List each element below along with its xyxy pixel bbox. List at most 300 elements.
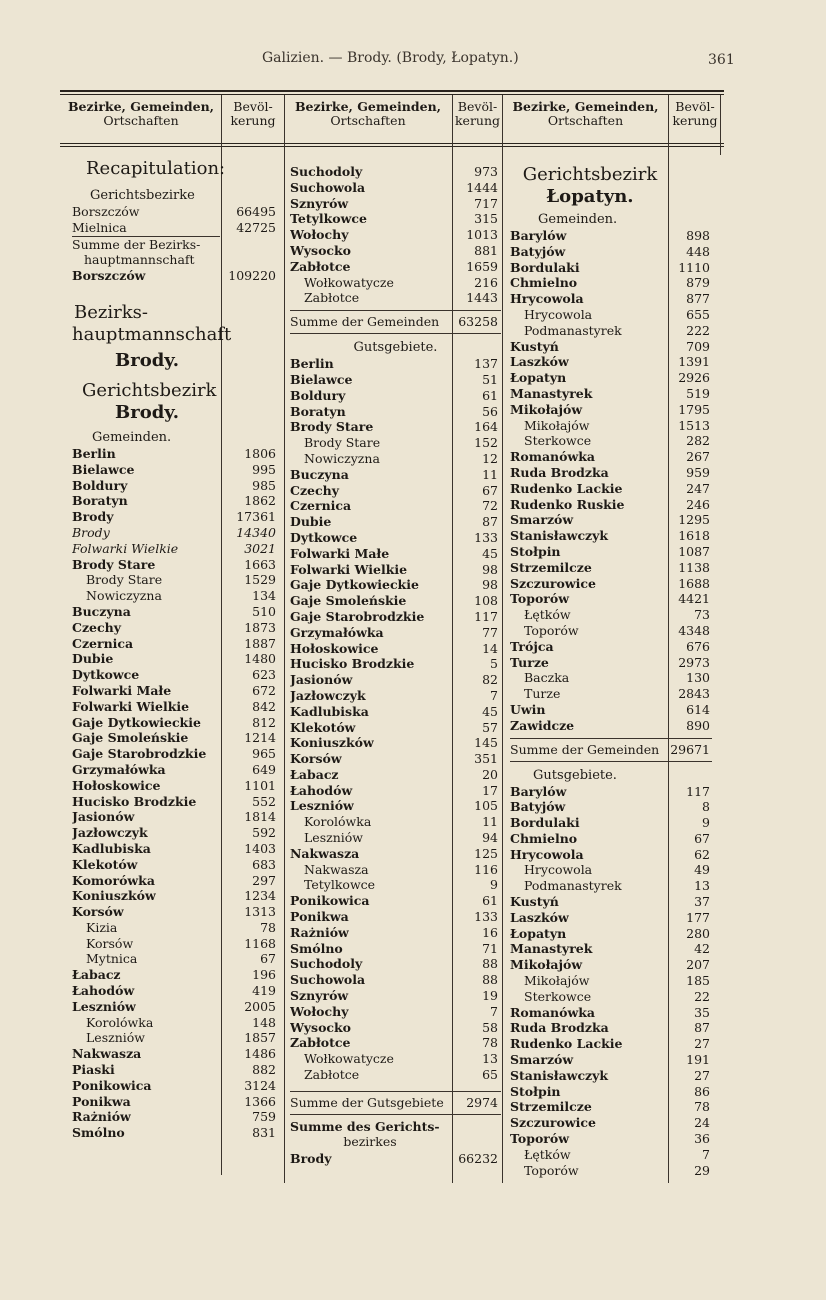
place-name: Smarzów [510, 512, 574, 528]
place-name: Jazłowczyk [72, 825, 148, 841]
place-name: Łopatyn [510, 925, 567, 941]
population-value: 86 [694, 1083, 710, 1099]
table-row [510, 433, 712, 449]
population-value: 879 [686, 275, 710, 291]
place-name: Wołkowatycze [304, 1051, 394, 1067]
column-header-name: Bezirke, Gemeinden, Ortschaften [294, 99, 442, 128]
population-value: 1138 [678, 559, 710, 575]
place-name: Zabłotce [304, 290, 360, 306]
population-value: 510 [252, 603, 276, 619]
population-value: 1480 [244, 651, 276, 667]
place-name: Ponikowica [290, 893, 370, 909]
population-value: 105 [474, 798, 498, 814]
population-value: 108 [474, 593, 498, 609]
population-value: 148 [252, 1014, 276, 1030]
table-row [290, 846, 501, 862]
population-value: 717 [474, 195, 498, 211]
table-row [510, 275, 712, 291]
population-value: 78 [482, 1035, 498, 1051]
population-value: 649 [252, 761, 276, 777]
place-name: Korsów [72, 904, 124, 920]
place-name: Tetylkowce [290, 211, 367, 227]
table-row [290, 356, 501, 372]
place-name: Czernica [290, 498, 352, 514]
population-value: 1806 [244, 445, 276, 461]
table-row [290, 196, 501, 212]
place-name: Stanisławczyk [510, 1067, 609, 1083]
table-row [290, 259, 501, 275]
population-value: 3021 [244, 540, 276, 556]
table-row [290, 877, 501, 893]
table-row [290, 419, 501, 435]
place-name: Mielnica [72, 219, 127, 235]
place-name: Jasionów [290, 672, 353, 688]
population-value: 185 [686, 973, 710, 989]
table-row [72, 873, 280, 889]
place-name: Wołochy [290, 227, 349, 243]
place-name: Kadlubiska [72, 840, 151, 856]
population-value: 67 [260, 951, 276, 967]
table-row [510, 291, 712, 307]
table-row [72, 841, 280, 857]
population-value: 145 [474, 735, 498, 751]
table-row [510, 702, 712, 718]
place-name: Brody [72, 524, 110, 540]
table-row [510, 576, 712, 592]
population-value: 137 [474, 356, 498, 372]
table-row [72, 220, 280, 236]
table-row [510, 244, 712, 260]
place-name: Klekotów [290, 719, 356, 735]
table-row [72, 462, 280, 478]
table-row [510, 1099, 712, 1115]
table-row [510, 1084, 712, 1100]
place-name: Leszniów [290, 798, 354, 814]
table-row [72, 951, 280, 967]
gemeinden-rows [510, 228, 712, 734]
place-name: Piaski [72, 1062, 115, 1078]
table-row [72, 857, 280, 873]
population-value: 831 [252, 1125, 276, 1141]
population-value: 623 [252, 667, 276, 683]
population-value: 27 [694, 1067, 710, 1083]
header-bottom-rule-2 [60, 146, 724, 147]
place-name: Ponikowica [72, 1077, 152, 1093]
gutsgebiete-rows [510, 784, 712, 1179]
population-value: 51 [482, 371, 498, 387]
population-value: 117 [474, 608, 498, 624]
population-value: 1101 [244, 777, 276, 793]
table-row [290, 609, 501, 625]
subheading: Gemeinden. [538, 212, 618, 227]
place-name: Brody Stare [290, 419, 374, 435]
table-row [290, 227, 501, 243]
table-row [510, 639, 712, 655]
population-value: 56 [482, 403, 498, 419]
place-name: Wysocko [290, 242, 352, 258]
table-row [290, 767, 501, 783]
place-name: Sznyrów [290, 988, 349, 1004]
population-value: 94 [482, 830, 498, 846]
place-name: Ponikwa [72, 1093, 131, 1109]
place-name: Czechy [72, 619, 121, 635]
population-value: 2926 [678, 370, 710, 386]
table-row [510, 718, 712, 734]
table-row [510, 544, 712, 560]
table-row [290, 893, 501, 909]
place-name: Hołoskowice [72, 777, 161, 793]
table-row [290, 641, 501, 657]
table-row [290, 783, 501, 799]
population-value: 17 [482, 782, 498, 798]
place-name: Kustyń [510, 894, 559, 910]
subheading: Gutsgebiete. [533, 767, 617, 783]
table-row [290, 672, 501, 688]
population-value: 24 [694, 1115, 710, 1131]
population-value: 78 [260, 919, 276, 935]
table-row [510, 989, 712, 1005]
place-name: Sterkowce [524, 433, 592, 449]
population-value: 672 [252, 682, 276, 698]
table-row [510, 307, 712, 323]
place-name: Dytkowce [72, 667, 140, 683]
table-row [510, 862, 712, 878]
population-value: 448 [686, 243, 710, 259]
table-row [290, 909, 501, 925]
table-row [72, 967, 280, 983]
place-name: Toporów [524, 622, 579, 638]
place-name: Rudenko Lackie [510, 480, 623, 496]
place-name: Batyjów [510, 799, 566, 815]
place-name: Gaje Dytkowieckie [72, 714, 201, 730]
place-name: Łętków [524, 1146, 571, 1162]
table-row [72, 667, 280, 683]
population-value: 1862 [244, 493, 276, 509]
place-name: Buczyna [72, 603, 131, 619]
table-row: Brody 66232 [290, 1150, 498, 1166]
place-name: Kustyń [510, 338, 559, 354]
place-name: Chmielno [510, 830, 578, 846]
table-row [510, 1147, 712, 1163]
table-row [72, 604, 280, 620]
place-name: Bielawce [290, 371, 353, 387]
table-row [510, 402, 712, 418]
place-name: Folwarki Małe [290, 545, 390, 561]
population-value: 4348 [678, 622, 710, 638]
table-row [290, 972, 501, 988]
population-value: 45 [482, 545, 498, 561]
place-name: Boldury [290, 387, 346, 403]
population-value: 1887 [244, 635, 276, 651]
table-row [290, 404, 501, 420]
place-name: Nakwasza [304, 861, 369, 877]
population-value: 1313 [244, 904, 276, 920]
place-name: Korolówka [86, 1014, 154, 1030]
population-value: 29 [694, 1162, 710, 1178]
table-row [72, 509, 280, 525]
summe-label: Summe des Gerichts- [290, 1118, 440, 1134]
table-row [290, 956, 501, 972]
population-value: 267 [686, 449, 710, 465]
place-name: Mikołajów [524, 417, 590, 433]
population-value: 1486 [244, 1046, 276, 1062]
table-row [72, 778, 280, 794]
place-name: Łahodów [290, 782, 353, 798]
population-value: 842 [252, 698, 276, 714]
population-value: 78 [694, 1099, 710, 1115]
table-row [72, 1015, 280, 1031]
table-row [290, 941, 501, 957]
population-value: 7 [702, 1146, 710, 1162]
population-value: 87 [482, 514, 498, 530]
place-name: Zabłotce [290, 258, 351, 274]
population-value: 88 [482, 972, 498, 988]
population-value: 1444 [466, 179, 498, 195]
recapitulation-heading: Recapitulation: [86, 158, 226, 179]
column-header-name: Bezirke, Gemeinden, Ortschaften [67, 99, 215, 128]
population-value: 133 [474, 909, 498, 925]
table-row [72, 493, 280, 509]
place-name: Nakwasza [290, 845, 360, 861]
place-name: Stołpin [510, 543, 561, 559]
population-value: 152 [474, 435, 498, 451]
place-name: Wysocko [290, 1019, 352, 1035]
table-row [72, 746, 280, 762]
section-heading-brody: Brody. [115, 349, 179, 371]
population-value: 130 [686, 670, 710, 686]
population-value: 35 [694, 1004, 710, 1020]
table-row [290, 451, 501, 467]
place-name: Trójca [510, 638, 554, 654]
table-row [510, 1052, 712, 1068]
section-heading: hauptmannschaft [72, 323, 232, 345]
table-row [290, 546, 501, 562]
gemeinden-rows [72, 446, 280, 1141]
table-row [72, 999, 280, 1015]
subheading: Gemeinden. [92, 429, 172, 445]
place-name: Stanisławczyk [510, 528, 609, 544]
table-row [510, 228, 712, 244]
place-name: Mikołajów [510, 957, 583, 973]
place-name: Laszków [510, 909, 569, 925]
running-title: Galizien. — Brody. (Brody, Łopatyn.) [262, 50, 519, 66]
place-name: Bielawce [72, 461, 135, 477]
population-value: 66495 [236, 204, 276, 219]
population-value: 65 [482, 1067, 498, 1083]
population-value: 881 [474, 242, 498, 258]
place-name: Bordulaki [510, 259, 580, 275]
table-row [510, 799, 712, 815]
place-name: Czechy [290, 482, 339, 498]
population-value: 3124 [244, 1077, 276, 1093]
table-row [72, 1109, 280, 1125]
table-row [72, 920, 280, 936]
population-value: 71 [482, 940, 498, 956]
population-value: 709 [686, 338, 710, 354]
place-name: Smólno [72, 1125, 125, 1141]
table-top-rule [60, 90, 724, 92]
table-row [290, 372, 501, 388]
column-header-name: Bezirke, Gemeinden, Ortschaften [512, 99, 659, 128]
population-value: 1087 [678, 543, 710, 559]
population-value: 282 [686, 433, 710, 449]
table-row [290, 688, 501, 704]
population-value: 759 [252, 1109, 276, 1125]
table-row [290, 735, 501, 751]
population-value: 614 [686, 701, 710, 717]
place-name: Nakwasza [72, 1046, 142, 1062]
place-name: Manastyrek [510, 941, 593, 957]
population-value: 985 [252, 477, 276, 493]
table-row [510, 512, 712, 528]
place-name: Leszniów [72, 998, 136, 1014]
table-row [290, 593, 501, 609]
population-value: 42725 [236, 219, 276, 235]
table-row [290, 814, 501, 830]
table-row [290, 862, 501, 878]
population-value: 959 [686, 464, 710, 480]
summe-row: Summe der Gutsgebiete 2974 [290, 1091, 501, 1115]
table-row [510, 560, 712, 576]
column-1 [72, 158, 280, 1141]
place-name: Baczka [524, 670, 570, 686]
population-value: 49 [694, 862, 710, 878]
table-row [72, 794, 280, 810]
population-value: 164 [474, 419, 498, 435]
column-header-population: Bevöl- kerung [672, 99, 718, 128]
table-row [510, 497, 712, 513]
population-value: 77 [482, 624, 498, 640]
population-value: 2973 [678, 654, 710, 670]
population-value: 995 [252, 461, 276, 477]
place-name: Dytkowce [290, 529, 358, 545]
table-row [72, 699, 280, 715]
table-row [290, 467, 501, 483]
place-name: Boratyn [72, 493, 128, 509]
place-name: Dubie [290, 514, 332, 530]
section-heading: Łopatyn. [546, 186, 634, 207]
population-value: 812 [252, 714, 276, 730]
place-name: Korolówka [304, 814, 372, 830]
population-value: 117 [686, 783, 710, 799]
population-value: 22 [694, 988, 710, 1004]
population-value: 61 [482, 893, 498, 909]
population-value: 13 [694, 878, 710, 894]
table-row [72, 904, 280, 920]
table-row [72, 683, 280, 699]
population-value: 7 [490, 1003, 498, 1019]
population-value: 1214 [244, 730, 276, 746]
place-name: Hrycowola [510, 291, 584, 307]
summe-row: Summe der Gemeinden 29671 [510, 738, 712, 762]
population-value: 72 [482, 498, 498, 514]
population-value: 280 [686, 925, 710, 941]
place-name: Rudenko Lackie [510, 1036, 623, 1052]
table-row [290, 1035, 501, 1051]
population-value: 1795 [678, 401, 710, 417]
place-name: Rażniów [72, 1109, 131, 1125]
place-name: Uwin [510, 701, 546, 717]
table-row [510, 973, 712, 989]
gemeinden-rows [290, 164, 501, 306]
place-name: Barylów [510, 228, 567, 243]
table-row [290, 577, 501, 593]
table-row [72, 730, 280, 746]
population-value: 898 [686, 228, 710, 243]
population-value: 2005 [244, 998, 276, 1014]
place-name: Smólno [290, 940, 343, 956]
place-name: Korsów [290, 751, 342, 767]
place-name: Sterkowce [524, 988, 592, 1004]
population-value: 246 [686, 496, 710, 512]
table-row [72, 525, 280, 541]
place-name: Laszków [510, 354, 569, 370]
population-value: 965 [252, 746, 276, 762]
table-row [510, 670, 712, 686]
population-value: 1659 [466, 258, 498, 274]
population-value: 222 [686, 322, 710, 338]
place-name: Grzymałówka [72, 761, 166, 777]
place-name: Batyjów [510, 243, 566, 259]
place-name: Romanówka [510, 449, 595, 465]
table-row [510, 894, 712, 910]
place-name: Suchowola [290, 972, 366, 988]
subheading: Gutsgebiete. [353, 340, 438, 356]
table-row [510, 1131, 712, 1147]
population-value: 57 [482, 719, 498, 735]
page-number: 361 [708, 52, 735, 68]
population-value: 196 [252, 967, 276, 983]
place-name: Toporów [510, 1131, 569, 1147]
place-name: Brody Stare [304, 435, 381, 451]
table-row [290, 925, 501, 941]
population-value: 207 [686, 957, 710, 973]
population-value: 1529 [244, 572, 276, 588]
table-row [290, 625, 501, 641]
population-value: 882 [252, 1062, 276, 1078]
table-row [510, 1068, 712, 1084]
place-name: Grzymałówka [290, 624, 384, 640]
population-value: 14 [482, 640, 498, 656]
column-divider [502, 95, 503, 1183]
place-name: Łętków [524, 607, 571, 623]
population-value: 20 [482, 766, 498, 782]
place-name: Podmanastyrek [524, 878, 622, 894]
table-row [510, 784, 712, 800]
column-divider [284, 95, 285, 1183]
population-value: 315 [474, 211, 498, 227]
table-row [290, 180, 501, 196]
place-name: Tetylkowce [304, 877, 376, 893]
place-name: Koniuszków [72, 888, 156, 904]
place-name: Mikołajów [510, 401, 583, 417]
population-value: 133 [474, 529, 498, 545]
population-value: 27 [694, 1036, 710, 1052]
table-row [290, 211, 501, 227]
column-3 [510, 164, 712, 1178]
place-name: Łabacz [290, 766, 339, 782]
section-heading: Bezirks- [74, 301, 148, 323]
population-value: 1403 [244, 840, 276, 856]
population-value: 1663 [244, 556, 276, 572]
table-row [290, 562, 501, 578]
place-name: Hucisko Brodzkie [72, 793, 197, 809]
place-name: Berlin [72, 445, 116, 461]
place-name: Mytnica [86, 951, 138, 967]
table-row [290, 656, 501, 672]
population-value: 1295 [678, 512, 710, 528]
population-value: 11 [482, 814, 498, 830]
